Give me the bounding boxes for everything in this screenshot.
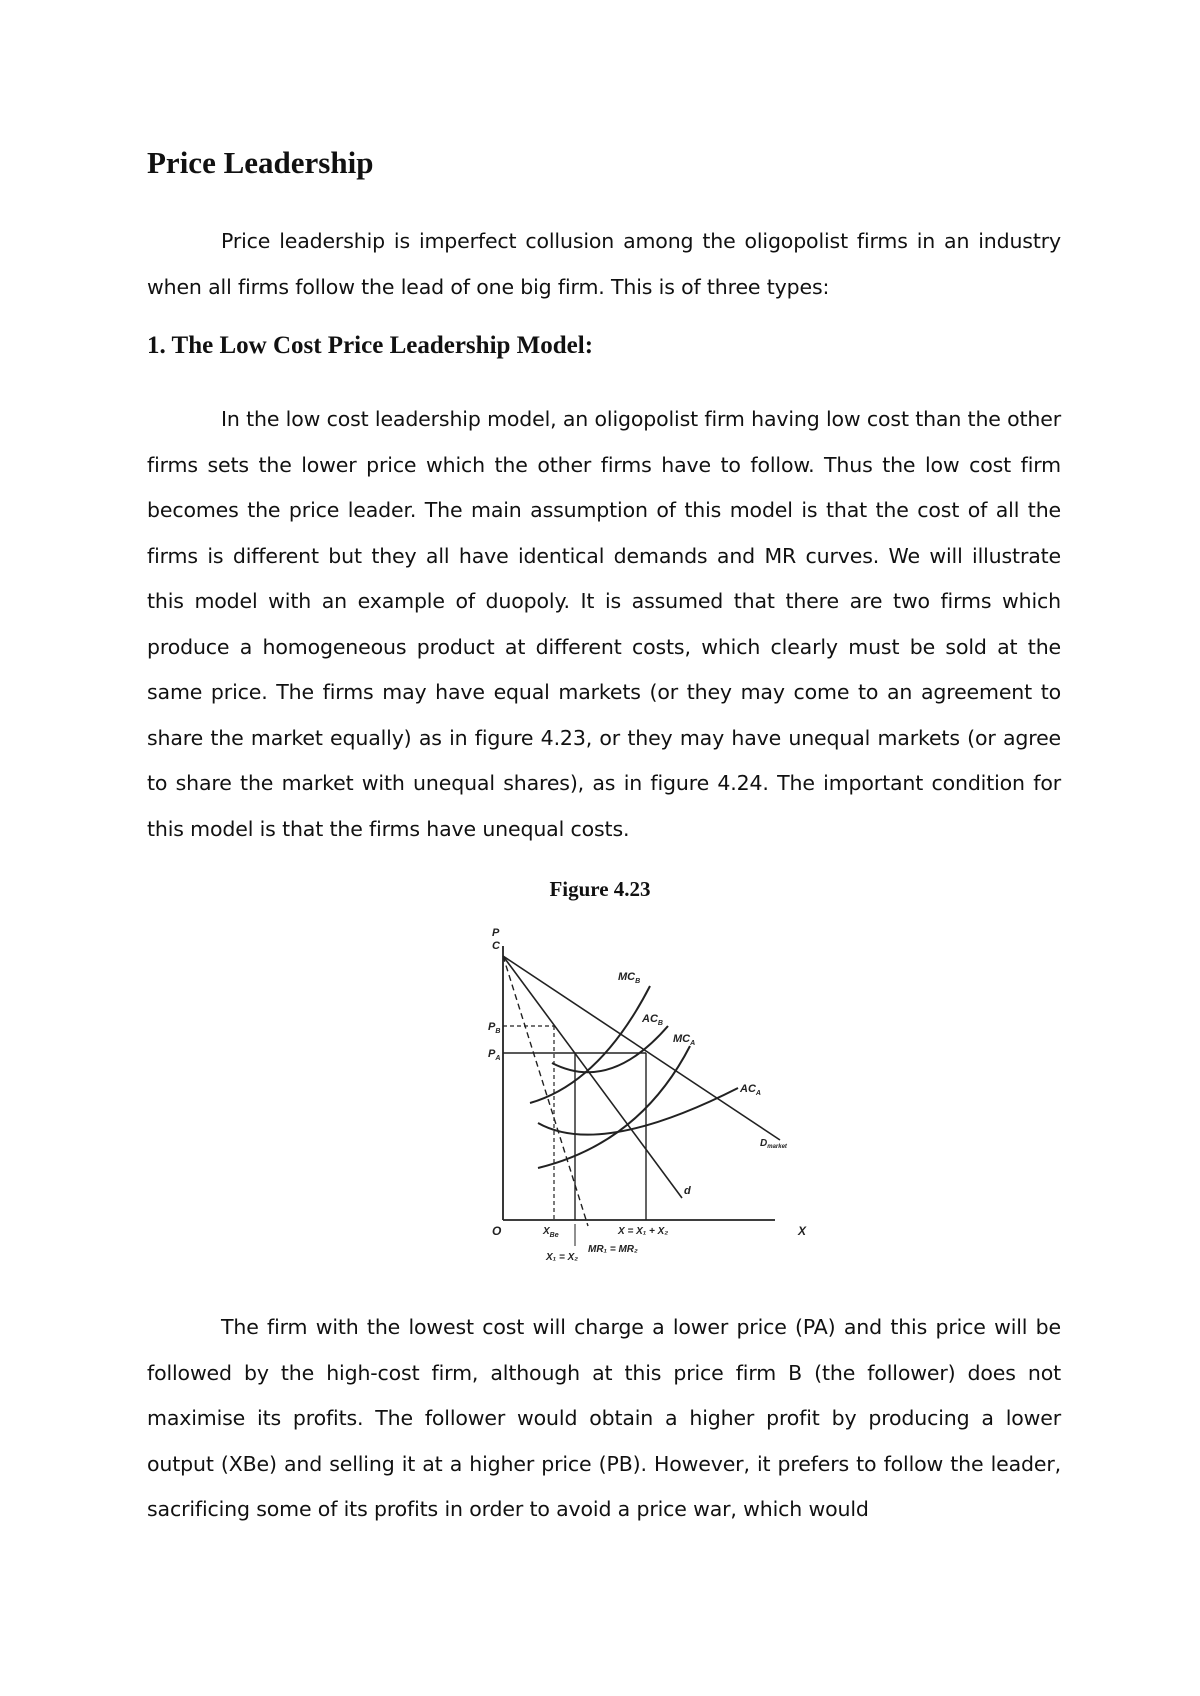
total-output-label: X = X₁ + X₂ xyxy=(618,1226,669,1237)
aca-label: $AC_A$ xyxy=(740,1083,761,1097)
acb-label: $AC_B$ xyxy=(642,1013,663,1027)
acb-curve xyxy=(552,1026,668,1072)
mca-label: $MC_A$ xyxy=(673,1033,696,1047)
firm-demand-curve xyxy=(503,956,682,1198)
x-axis-label: X xyxy=(798,1224,807,1238)
low-cost-leadership-diagram xyxy=(470,918,830,1268)
origin-label: O xyxy=(492,1224,502,1238)
xbe-label: $X_{Be}$ xyxy=(543,1226,559,1239)
x1-equals-x2-label: X₁ = X₂ xyxy=(546,1252,579,1263)
mcb-label: $MC_B$ xyxy=(618,971,641,985)
aca-curve xyxy=(538,1088,738,1135)
figure-caption: Figure 4.23 xyxy=(549,877,651,901)
pb-label: $P_B$ xyxy=(488,1021,501,1035)
y-axis-label-p: P xyxy=(492,927,500,939)
mcb-curve xyxy=(530,986,650,1103)
page-title: Price Leadership xyxy=(147,145,374,180)
intro-paragraph: Price leadership is imperfect collusion among the oligopolist firms in an industry when all firms follow the lead of one big firm. This is of three types: xyxy=(147,229,1061,299)
dmarket-label: $D_{market}$ xyxy=(760,1138,787,1150)
section-heading: 1. The Low Cost Price Leadership Model: xyxy=(147,332,594,359)
pa-label: $P_A$ xyxy=(488,1048,501,1062)
mr-equality-label: MR₁ = MR₂ xyxy=(588,1244,638,1255)
d-label: d xyxy=(684,1185,691,1197)
figure-diagram xyxy=(470,918,830,1268)
y-axis-label-c: C xyxy=(492,940,500,952)
closing-paragraph: The firm with the lowest cost will charge a lower price (PA) and this price will be followed by the high-cost firm, although at this price firm B (the follower) does not maximise its profits. The follower would obtain a higher profit by producing a lower output (XBe) and selling it at a higher price (PB). However, it prefers to follow the leader, sacrificing some of its profits in order to avoid a price war, which would xyxy=(147,1315,1061,1521)
section-paragraph: In the low cost leadership model, an oligopolist firm having low cost than the other firms sets the lower price which the other firms have to follow. Thus the low cost firm becomes the price leader. The main assumption of this model is that the cost of all the firms is different but they all have identical demands and MR curves. We will illustrate this model with an example of duopoly. It is assumed that there are two firms which produce a homogeneous product at different costs, which clearly must be sold at the same price. The firms may have equal markets (or they may come to an agreement to share the market equally) as in figure 4.23, or they may have unequal markets (or agree to share the market with unequal shares), as in figure 4.24. The important condition for this model is that the firms have unequal costs. xyxy=(147,407,1061,841)
